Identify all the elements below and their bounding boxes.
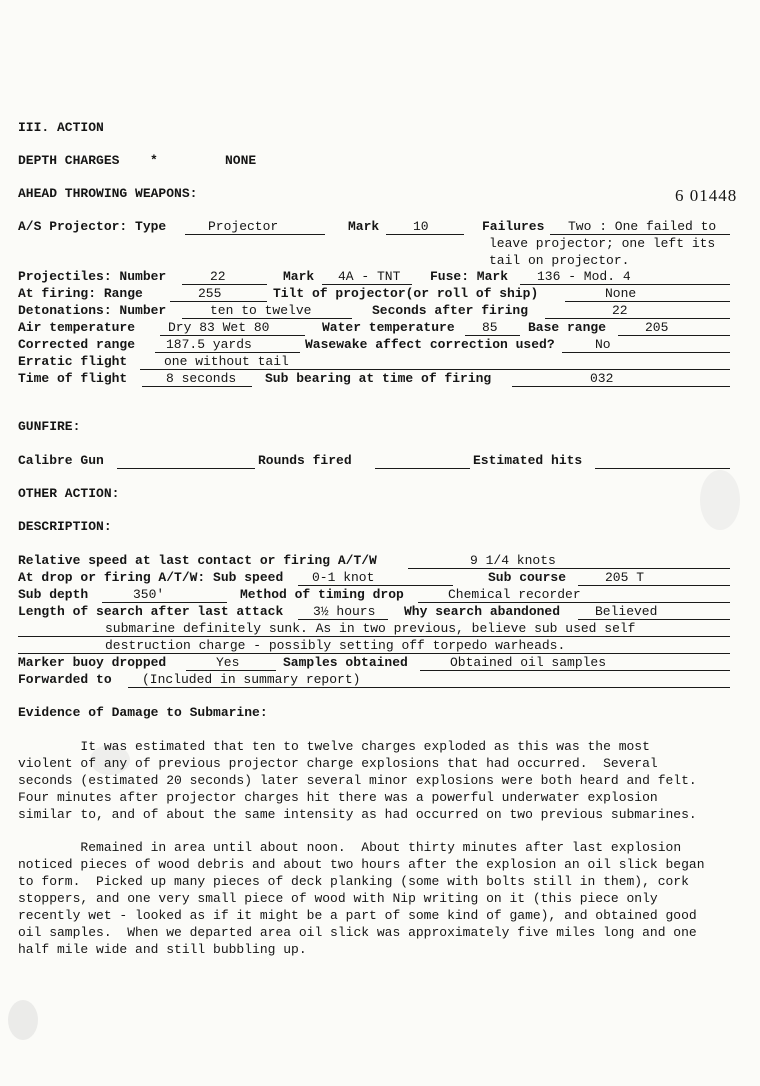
projectiles-mark-value: 4A - TNT bbox=[338, 269, 401, 284]
underline bbox=[186, 670, 276, 671]
water-temp-value: 85 bbox=[482, 320, 498, 335]
underline bbox=[170, 301, 267, 302]
evidence-paragraph-1: It was estimated that ten to twelve charges exploded as this was the most violent of any of previous projector charge explosions that had occurred. Several seconds (estimated 20 seconds) later several minor explosions were both heard and felt. Four minutes after projector charges hit there was a powerful underwater explosion similar to, and of about the same intensity as had occurred on two previous submarines. bbox=[18, 739, 713, 822]
underline bbox=[128, 687, 730, 688]
fuse-mark-label: Fuse: Mark bbox=[430, 269, 509, 284]
projector-failures-line2: leave projector; one left its bbox=[489, 236, 716, 251]
projectiles-number: 22 bbox=[210, 269, 226, 284]
base-range-label: Base range bbox=[528, 320, 607, 335]
base-range-value: 205 bbox=[645, 320, 669, 335]
erratic-flight-value: one without tail bbox=[164, 354, 289, 369]
seconds-value: 22 bbox=[612, 303, 628, 318]
projectiles-mark-label: Mark bbox=[283, 269, 315, 284]
projector-type-label: A/S Projector: Type bbox=[18, 219, 167, 234]
relative-speed-label: Relative speed at last contact or firing A/T/W bbox=[18, 553, 377, 568]
projectiles-label: Projectiles: Number bbox=[18, 269, 167, 284]
projector-mark-label: Mark bbox=[348, 219, 380, 234]
projector-mark-value: 10 bbox=[413, 219, 429, 234]
samples-value: Obtained oil samples bbox=[450, 655, 607, 670]
scan-noise bbox=[700, 470, 740, 530]
seconds-label: Seconds after firing bbox=[372, 303, 529, 318]
underline bbox=[550, 234, 730, 235]
scan-noise bbox=[8, 1000, 38, 1040]
flight-time-value: 8 seconds bbox=[166, 371, 237, 386]
depth-charges-label: DEPTH CHARGES bbox=[18, 153, 120, 168]
sub-depth-label: Sub depth bbox=[18, 587, 89, 602]
underline bbox=[562, 352, 730, 353]
marker-buoy-value: Yes bbox=[216, 655, 240, 670]
search-abandoned-line1: Believed bbox=[595, 604, 658, 619]
search-abandoned-line3: destruction charge - possibly setting off torpedo warheads. bbox=[105, 638, 566, 653]
underline bbox=[182, 318, 352, 319]
estimated-hits-label: Estimated hits bbox=[473, 453, 583, 468]
firing-range-label: At firing: Range bbox=[18, 286, 143, 301]
search-abandoned-line2: submarine definitely sunk. As in two previous, believe sub used self bbox=[105, 621, 636, 636]
underline bbox=[618, 335, 730, 336]
underline bbox=[565, 301, 730, 302]
corrected-range-label: Corrected range bbox=[18, 337, 136, 352]
other-action-label: OTHER ACTION: bbox=[18, 486, 120, 501]
underline bbox=[18, 653, 730, 654]
underline bbox=[322, 284, 412, 285]
underline bbox=[578, 585, 730, 586]
corrected-range-value: 187.5 yards bbox=[166, 337, 252, 352]
timing-method-label: Method of timing drop bbox=[240, 587, 404, 602]
drop-speed-label: At drop or firing A/T/W: Sub speed bbox=[18, 570, 284, 585]
forwarded-value: (Included in summary report) bbox=[142, 672, 361, 687]
projector-type-value: Projector bbox=[208, 219, 279, 234]
underline bbox=[298, 619, 388, 620]
underline bbox=[418, 602, 730, 603]
air-temp-value: Dry 83 Wet 80 bbox=[168, 320, 270, 335]
tilt-value: None bbox=[605, 286, 637, 301]
underline bbox=[18, 636, 730, 637]
flight-time-label: Time of flight bbox=[18, 371, 128, 386]
description-label: DESCRIPTION: bbox=[18, 519, 112, 534]
projector-failures-line3: tail on projector. bbox=[489, 253, 630, 268]
ahead-throwing-label: AHEAD THROWING WEAPONS: bbox=[18, 186, 198, 201]
evidence-paragraph-2: Remained in area until about noon. About thirty minutes after last explosion noticed pieces of wood debris and about two hours after the explosion an oil slick began to form. Picked up many pieces of deck planking (some with bolts still in them), cork stoppers, and one very small piece of wood with Nip writing on it (this piece only recently wet - looked as if it might be a part of some kind of game), and obtained good oil samples. When we departed area oil slick was approximately five miles long and one half mile wide and still bubbling up. bbox=[18, 840, 713, 957]
evidence-label: Evidence of Damage to Submarine: bbox=[18, 705, 268, 720]
detonations-label: Detonations: Number bbox=[18, 303, 167, 318]
marker-buoy-label: Marker buoy dropped bbox=[18, 655, 167, 670]
projector-failures-line1: Two : One failed to bbox=[568, 219, 717, 234]
wasewake-label: Wasewake affect correction used? bbox=[305, 337, 555, 352]
underline bbox=[595, 468, 730, 469]
detonations-value: ten to twelve bbox=[210, 303, 312, 318]
section-title: III. ACTION bbox=[18, 120, 104, 135]
underline bbox=[298, 585, 453, 586]
underline bbox=[117, 468, 255, 469]
underline bbox=[375, 468, 470, 469]
air-temp-label: Air temperature bbox=[18, 320, 136, 335]
search-length-label: Length of search after last attack bbox=[18, 604, 284, 619]
search-length-value: 3½ hours bbox=[313, 604, 376, 619]
underline bbox=[545, 318, 730, 319]
erratic-flight-label: Erratic flight bbox=[18, 354, 128, 369]
forwarded-label: Forwarded to bbox=[18, 672, 112, 687]
calibre-gun-label: Calibre Gun bbox=[18, 453, 104, 468]
sub-depth-value: 350' bbox=[133, 587, 165, 602]
gunfire-label: GUNFIRE: bbox=[18, 419, 81, 434]
underline bbox=[408, 568, 730, 569]
water-temp-label: Water temperature bbox=[322, 320, 455, 335]
wasewake-value: No bbox=[595, 337, 611, 352]
timing-method-value: Chemical recorder bbox=[448, 587, 581, 602]
relative-speed-value: 9 1/4 knots bbox=[470, 553, 556, 568]
underline bbox=[420, 670, 730, 671]
underline bbox=[578, 619, 730, 620]
bearing-value: 032 bbox=[590, 371, 614, 386]
sub-course-value: 205 T bbox=[605, 570, 645, 585]
underline bbox=[102, 602, 227, 603]
firing-range-value: 255 bbox=[198, 286, 222, 301]
sub-course-label: Sub course bbox=[488, 570, 567, 585]
depth-charges-value: NONE bbox=[225, 153, 257, 168]
underline bbox=[520, 284, 730, 285]
underline bbox=[155, 352, 300, 353]
underline bbox=[386, 234, 464, 235]
drop-speed-value: 0-1 knot bbox=[312, 570, 375, 585]
depth-charges-mark: * bbox=[150, 153, 158, 168]
rounds-fired-label: Rounds fired bbox=[258, 453, 352, 468]
document-number: 6 01448 bbox=[675, 186, 738, 205]
underline bbox=[465, 335, 520, 336]
underline bbox=[512, 386, 730, 387]
fuse-mark-value: 136 - Mod. 4 bbox=[537, 269, 631, 284]
underline bbox=[185, 234, 325, 235]
samples-label: Samples obtained bbox=[283, 655, 408, 670]
underline bbox=[160, 335, 305, 336]
underline bbox=[140, 369, 730, 370]
search-abandoned-label: Why search abandoned bbox=[404, 604, 561, 619]
bearing-label: Sub bearing at time of firing bbox=[265, 371, 492, 386]
projector-failures-label: Failures bbox=[482, 219, 545, 234]
tilt-label: Tilt of projector(or roll of ship) bbox=[273, 286, 539, 301]
underline bbox=[142, 386, 252, 387]
underline bbox=[182, 284, 267, 285]
